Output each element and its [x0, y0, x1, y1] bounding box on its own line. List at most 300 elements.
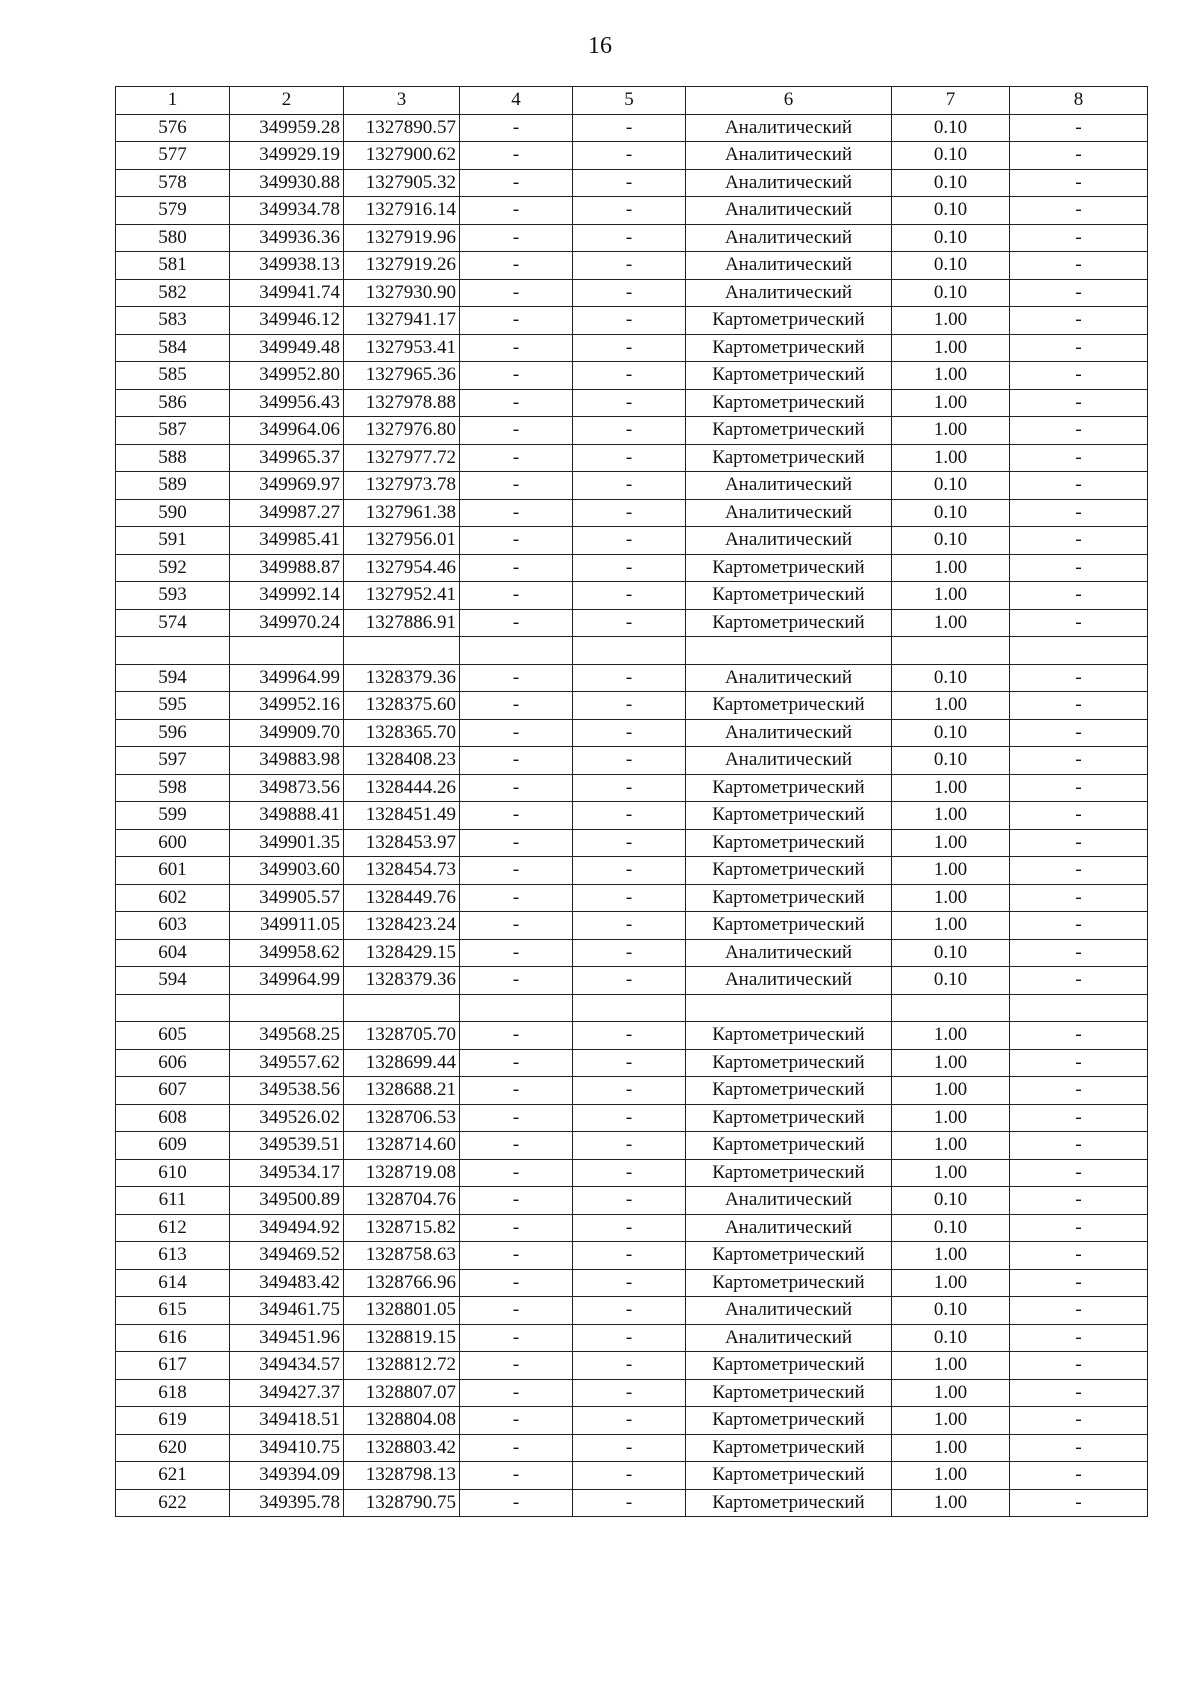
col5-cell: - — [573, 252, 686, 280]
col8-cell: - — [1010, 1269, 1148, 1297]
accuracy-cell: 0.10 — [892, 747, 1010, 775]
method-cell: Аналитический — [686, 1324, 892, 1352]
method-cell: Картометрический — [686, 1049, 892, 1077]
accuracy-cell: 1.00 — [892, 857, 1010, 885]
accuracy-cell: 1.00 — [892, 1489, 1010, 1517]
col5-cell: - — [573, 1379, 686, 1407]
point-number-cell: 574 — [116, 609, 230, 637]
x-coordinate-cell: 349434.57 — [230, 1352, 344, 1380]
col5-cell: - — [573, 169, 686, 197]
col4-cell: - — [460, 334, 573, 362]
col4-cell: - — [460, 1379, 573, 1407]
table-row — [116, 472, 1148, 500]
point-number-cell: 621 — [116, 1462, 230, 1490]
table-row — [116, 527, 1148, 555]
method-cell: Картометрический — [686, 774, 892, 802]
y-coordinate-cell: 1328804.08 — [344, 1407, 460, 1435]
col4-cell: - — [460, 884, 573, 912]
col8-cell: - — [1010, 1077, 1148, 1105]
y-coordinate-cell: 1328719.08 — [344, 1159, 460, 1187]
col4-cell: - — [460, 197, 573, 225]
table-row — [116, 692, 1148, 720]
col8-cell: - — [1010, 1352, 1148, 1380]
y-coordinate-cell: 1328454.73 — [344, 857, 460, 885]
col5-cell: - — [573, 829, 686, 857]
col5-cell: - — [573, 1324, 686, 1352]
col8-cell: - — [1010, 554, 1148, 582]
method-cell: Аналитический — [686, 1297, 892, 1325]
accuracy-cell: 1.00 — [892, 1434, 1010, 1462]
col8-cell: - — [1010, 1187, 1148, 1215]
y-coordinate-cell: 1328812.72 — [344, 1352, 460, 1380]
table-row — [116, 1379, 1148, 1407]
point-number-cell: 609 — [116, 1132, 230, 1160]
col5-cell: - — [573, 967, 686, 995]
method-cell: Аналитический — [686, 719, 892, 747]
header-cell: 5 — [573, 87, 686, 115]
point-number-cell: 617 — [116, 1352, 230, 1380]
col4-cell: - — [460, 1214, 573, 1242]
col8-cell: - — [1010, 362, 1148, 390]
col5-cell: - — [573, 389, 686, 417]
col8-cell: - — [1010, 664, 1148, 692]
method-cell: Аналитический — [686, 114, 892, 142]
table-row — [116, 1049, 1148, 1077]
col8-cell: - — [1010, 747, 1148, 775]
method-cell: Картометрический — [686, 582, 892, 610]
method-cell: Аналитический — [686, 747, 892, 775]
x-coordinate-cell: 349938.13 — [230, 252, 344, 280]
col5-cell: - — [573, 1434, 686, 1462]
point-number-cell: 612 — [116, 1214, 230, 1242]
col5-cell: - — [573, 1214, 686, 1242]
method-cell: Картометрический — [686, 389, 892, 417]
col4-cell: - — [460, 362, 573, 390]
accuracy-cell: 1.00 — [892, 609, 1010, 637]
col8-cell: - — [1010, 1407, 1148, 1435]
col8-cell: - — [1010, 279, 1148, 307]
method-cell: Картометрический — [686, 1104, 892, 1132]
col8-cell: - — [1010, 692, 1148, 720]
table-row — [116, 169, 1148, 197]
point-number-cell: 589 — [116, 472, 230, 500]
accuracy-cell: 1.00 — [892, 1242, 1010, 1270]
point-number-cell: 613 — [116, 1242, 230, 1270]
col8-cell: - — [1010, 1214, 1148, 1242]
col8-cell: - — [1010, 1462, 1148, 1490]
col4-cell: - — [460, 967, 573, 995]
x-coordinate-cell: 349568.25 — [230, 1022, 344, 1050]
x-coordinate-cell: 349952.80 — [230, 362, 344, 390]
accuracy-cell: 1.00 — [892, 1049, 1010, 1077]
table-row — [116, 362, 1148, 390]
point-number-cell: 622 — [116, 1489, 230, 1517]
method-cell: Аналитический — [686, 664, 892, 692]
point-number-cell: 616 — [116, 1324, 230, 1352]
col4-cell: - — [460, 609, 573, 637]
col5-cell: - — [573, 224, 686, 252]
col4-cell: - — [460, 1352, 573, 1380]
col8-cell: - — [1010, 114, 1148, 142]
x-coordinate-cell: 349394.09 — [230, 1462, 344, 1490]
col4-cell: - — [460, 1159, 573, 1187]
col8-cell: - — [1010, 857, 1148, 885]
x-coordinate-cell: 349956.43 — [230, 389, 344, 417]
col8-cell: - — [1010, 444, 1148, 472]
col8-cell: - — [1010, 499, 1148, 527]
x-coordinate-cell: 349483.42 — [230, 1269, 344, 1297]
x-coordinate-cell: 349500.89 — [230, 1187, 344, 1215]
method-cell: Картометрический — [686, 554, 892, 582]
col4-cell: - — [460, 1462, 573, 1490]
y-coordinate-cell: 1327916.14 — [344, 197, 460, 225]
col5-cell: - — [573, 664, 686, 692]
col8-cell: - — [1010, 1132, 1148, 1160]
table-row — [116, 1269, 1148, 1297]
point-number-cell: 600 — [116, 829, 230, 857]
accuracy-cell: 0.10 — [892, 472, 1010, 500]
x-coordinate-cell: 349911.05 — [230, 912, 344, 940]
table-row — [116, 444, 1148, 472]
col8-cell: - — [1010, 417, 1148, 445]
x-coordinate-cell: 349461.75 — [230, 1297, 344, 1325]
table-row — [116, 719, 1148, 747]
separator-row — [116, 994, 1148, 1022]
col8-cell: - — [1010, 1297, 1148, 1325]
col5-cell: - — [573, 1462, 686, 1490]
col4-cell: - — [460, 1187, 573, 1215]
x-coordinate-cell: 349526.02 — [230, 1104, 344, 1132]
y-coordinate-cell: 1327941.17 — [344, 307, 460, 335]
col4-cell: - — [460, 719, 573, 747]
y-coordinate-cell: 1328807.07 — [344, 1379, 460, 1407]
x-coordinate-cell: 349418.51 — [230, 1407, 344, 1435]
col5-cell: - — [573, 554, 686, 582]
col5-cell: - — [573, 1242, 686, 1270]
col4-cell: - — [460, 1407, 573, 1435]
y-coordinate-cell: 1328379.36 — [344, 664, 460, 692]
x-coordinate-cell: 349395.78 — [230, 1489, 344, 1517]
x-coordinate-cell: 349946.12 — [230, 307, 344, 335]
col4-cell: - — [460, 114, 573, 142]
col5-cell: - — [573, 197, 686, 225]
col5-cell: - — [573, 527, 686, 555]
empty-cell — [686, 637, 892, 665]
method-cell: Аналитический — [686, 169, 892, 197]
point-number-cell: 585 — [116, 362, 230, 390]
col4-cell: - — [460, 1324, 573, 1352]
y-coordinate-cell: 1327977.72 — [344, 444, 460, 472]
point-number-cell: 584 — [116, 334, 230, 362]
accuracy-cell: 1.00 — [892, 1159, 1010, 1187]
col8-cell: - — [1010, 884, 1148, 912]
col4-cell: - — [460, 912, 573, 940]
table-header-row — [116, 87, 1148, 115]
col8-cell: - — [1010, 1022, 1148, 1050]
method-cell: Картометрический — [686, 1022, 892, 1050]
point-number-cell: 602 — [116, 884, 230, 912]
method-cell: Картометрический — [686, 802, 892, 830]
col5-cell: - — [573, 1022, 686, 1050]
y-coordinate-cell: 1328451.49 — [344, 802, 460, 830]
col5-cell: - — [573, 1049, 686, 1077]
y-coordinate-cell: 1328715.82 — [344, 1214, 460, 1242]
table-row — [116, 802, 1148, 830]
x-coordinate-cell: 349539.51 — [230, 1132, 344, 1160]
accuracy-cell: 1.00 — [892, 1462, 1010, 1490]
col5-cell: - — [573, 802, 686, 830]
col5-cell: - — [573, 142, 686, 170]
col8-cell: - — [1010, 252, 1148, 280]
accuracy-cell: 1.00 — [892, 1352, 1010, 1380]
empty-cell — [460, 994, 573, 1022]
col4-cell: - — [460, 1434, 573, 1462]
x-coordinate-cell: 349901.35 — [230, 829, 344, 857]
point-number-cell: 619 — [116, 1407, 230, 1435]
y-coordinate-cell: 1328714.60 — [344, 1132, 460, 1160]
col4-cell: - — [460, 664, 573, 692]
point-number-cell: 586 — [116, 389, 230, 417]
table-row — [116, 1352, 1148, 1380]
accuracy-cell: 1.00 — [892, 417, 1010, 445]
header-cell: 2 — [230, 87, 344, 115]
col5-cell: - — [573, 692, 686, 720]
table-row — [116, 224, 1148, 252]
accuracy-cell: 1.00 — [892, 389, 1010, 417]
col8-cell: - — [1010, 1049, 1148, 1077]
col5-cell: - — [573, 1269, 686, 1297]
point-number-cell: 598 — [116, 774, 230, 802]
col5-cell: - — [573, 1187, 686, 1215]
accuracy-cell: 1.00 — [892, 1104, 1010, 1132]
method-cell: Картометрический — [686, 1407, 892, 1435]
col5-cell: - — [573, 114, 686, 142]
empty-cell — [344, 994, 460, 1022]
y-coordinate-cell: 1327919.96 — [344, 224, 460, 252]
col8-cell: - — [1010, 142, 1148, 170]
point-number-cell: 596 — [116, 719, 230, 747]
accuracy-cell: 1.00 — [892, 884, 1010, 912]
col4-cell: - — [460, 1077, 573, 1105]
x-coordinate-cell: 349985.41 — [230, 527, 344, 555]
table-row — [116, 307, 1148, 335]
x-coordinate-cell: 349888.41 — [230, 802, 344, 830]
point-number-cell: 581 — [116, 252, 230, 280]
method-cell: Картометрический — [686, 609, 892, 637]
col8-cell: - — [1010, 1379, 1148, 1407]
col4-cell: - — [460, 1104, 573, 1132]
y-coordinate-cell: 1327956.01 — [344, 527, 460, 555]
method-cell: Аналитический — [686, 224, 892, 252]
col8-cell: - — [1010, 829, 1148, 857]
table-row — [116, 1022, 1148, 1050]
empty-cell — [116, 994, 230, 1022]
separator-row — [116, 637, 1148, 665]
method-cell: Картометрический — [686, 444, 892, 472]
table-row — [116, 1489, 1148, 1517]
x-coordinate-cell: 349934.78 — [230, 197, 344, 225]
accuracy-cell: 0.10 — [892, 279, 1010, 307]
y-coordinate-cell: 1327976.80 — [344, 417, 460, 445]
table-row — [116, 1407, 1148, 1435]
y-coordinate-cell: 1327973.78 — [344, 472, 460, 500]
table-row — [116, 1077, 1148, 1105]
point-number-cell: 608 — [116, 1104, 230, 1132]
col4-cell: - — [460, 417, 573, 445]
accuracy-cell: 0.10 — [892, 664, 1010, 692]
y-coordinate-cell: 1327978.88 — [344, 389, 460, 417]
col8-cell: - — [1010, 334, 1148, 362]
y-coordinate-cell: 1327919.26 — [344, 252, 460, 280]
accuracy-cell: 1.00 — [892, 829, 1010, 857]
table-row — [116, 1187, 1148, 1215]
col5-cell: - — [573, 472, 686, 500]
col4-cell: - — [460, 1022, 573, 1050]
col4-cell: - — [460, 142, 573, 170]
accuracy-cell: 0.10 — [892, 967, 1010, 995]
x-coordinate-cell: 349965.37 — [230, 444, 344, 472]
col4-cell: - — [460, 857, 573, 885]
y-coordinate-cell: 1327886.91 — [344, 609, 460, 637]
header-cell: 3 — [344, 87, 460, 115]
accuracy-cell: 0.10 — [892, 1187, 1010, 1215]
col4-cell: - — [460, 1132, 573, 1160]
method-cell: Картометрический — [686, 1462, 892, 1490]
method-cell: Аналитический — [686, 252, 892, 280]
x-coordinate-cell: 349958.62 — [230, 939, 344, 967]
accuracy-cell: 1.00 — [892, 1022, 1010, 1050]
y-coordinate-cell: 1328449.76 — [344, 884, 460, 912]
empty-cell — [1010, 994, 1148, 1022]
point-number-cell: 591 — [116, 527, 230, 555]
accuracy-cell: 0.10 — [892, 224, 1010, 252]
point-number-cell: 614 — [116, 1269, 230, 1297]
empty-cell — [344, 637, 460, 665]
col8-cell: - — [1010, 197, 1148, 225]
col5-cell: - — [573, 307, 686, 335]
method-cell: Аналитический — [686, 279, 892, 307]
col8-cell: - — [1010, 967, 1148, 995]
y-coordinate-cell: 1328801.05 — [344, 1297, 460, 1325]
accuracy-cell: 1.00 — [892, 1269, 1010, 1297]
y-coordinate-cell: 1328766.96 — [344, 1269, 460, 1297]
table-row — [116, 1104, 1148, 1132]
y-coordinate-cell: 1328408.23 — [344, 747, 460, 775]
y-coordinate-cell: 1328798.13 — [344, 1462, 460, 1490]
method-cell: Аналитический — [686, 1214, 892, 1242]
table-row — [116, 142, 1148, 170]
point-number-cell: 592 — [116, 554, 230, 582]
x-coordinate-cell: 349427.37 — [230, 1379, 344, 1407]
method-cell: Аналитический — [686, 197, 892, 225]
col8-cell: - — [1010, 609, 1148, 637]
col4-cell: - — [460, 802, 573, 830]
header-cell: 8 — [1010, 87, 1148, 115]
col4-cell: - — [460, 582, 573, 610]
accuracy-cell: 0.10 — [892, 142, 1010, 170]
col4-cell: - — [460, 307, 573, 335]
col5-cell: - — [573, 857, 686, 885]
table-row — [116, 747, 1148, 775]
method-cell: Картометрический — [686, 1434, 892, 1462]
method-cell: Аналитический — [686, 472, 892, 500]
point-number-cell: 580 — [116, 224, 230, 252]
table-row — [116, 967, 1148, 995]
method-cell: Картометрический — [686, 1159, 892, 1187]
table-row — [116, 279, 1148, 307]
col4-cell: - — [460, 169, 573, 197]
y-coordinate-cell: 1327965.36 — [344, 362, 460, 390]
x-coordinate-cell: 349936.36 — [230, 224, 344, 252]
method-cell: Картометрический — [686, 1077, 892, 1105]
table-row — [116, 1159, 1148, 1187]
table-row — [116, 334, 1148, 362]
y-coordinate-cell: 1327930.90 — [344, 279, 460, 307]
col4-cell: - — [460, 279, 573, 307]
point-number-cell: 579 — [116, 197, 230, 225]
accuracy-cell: 1.00 — [892, 334, 1010, 362]
table-row — [116, 1297, 1148, 1325]
col4-cell: - — [460, 939, 573, 967]
method-cell: Картометрический — [686, 1242, 892, 1270]
header-cell: 7 — [892, 87, 1010, 115]
col8-cell: - — [1010, 912, 1148, 940]
col5-cell: - — [573, 334, 686, 362]
x-coordinate-cell: 349964.99 — [230, 664, 344, 692]
col5-cell: - — [573, 362, 686, 390]
col8-cell: - — [1010, 802, 1148, 830]
method-cell: Аналитический — [686, 1187, 892, 1215]
x-coordinate-cell: 349959.28 — [230, 114, 344, 142]
col5-cell: - — [573, 1407, 686, 1435]
col4-cell: - — [460, 747, 573, 775]
x-coordinate-cell: 349883.98 — [230, 747, 344, 775]
col4-cell: - — [460, 389, 573, 417]
col5-cell: - — [573, 774, 686, 802]
table-row — [116, 774, 1148, 802]
y-coordinate-cell: 1327900.62 — [344, 142, 460, 170]
accuracy-cell: 0.10 — [892, 1324, 1010, 1352]
x-coordinate-cell: 349987.27 — [230, 499, 344, 527]
point-number-cell: 583 — [116, 307, 230, 335]
table-body — [116, 114, 1148, 1517]
y-coordinate-cell: 1328365.70 — [344, 719, 460, 747]
col4-cell: - — [460, 499, 573, 527]
x-coordinate-cell: 349969.97 — [230, 472, 344, 500]
col8-cell: - — [1010, 527, 1148, 555]
y-coordinate-cell: 1328423.24 — [344, 912, 460, 940]
method-cell: Аналитический — [686, 939, 892, 967]
point-number-cell: 599 — [116, 802, 230, 830]
col5-cell: - — [573, 1159, 686, 1187]
method-cell: Картометрический — [686, 829, 892, 857]
table-row — [116, 554, 1148, 582]
table-row — [116, 252, 1148, 280]
accuracy-cell: 1.00 — [892, 362, 1010, 390]
empty-cell — [892, 637, 1010, 665]
accuracy-cell: 1.00 — [892, 1077, 1010, 1105]
method-cell: Картометрический — [686, 1379, 892, 1407]
table-row — [116, 1132, 1148, 1160]
x-coordinate-cell: 349469.52 — [230, 1242, 344, 1270]
x-coordinate-cell: 349451.96 — [230, 1324, 344, 1352]
col5-cell: - — [573, 912, 686, 940]
col8-cell: - — [1010, 1489, 1148, 1517]
y-coordinate-cell: 1327954.46 — [344, 554, 460, 582]
point-number-cell: 611 — [116, 1187, 230, 1215]
method-cell: Аналитический — [686, 527, 892, 555]
y-coordinate-cell: 1327953.41 — [344, 334, 460, 362]
